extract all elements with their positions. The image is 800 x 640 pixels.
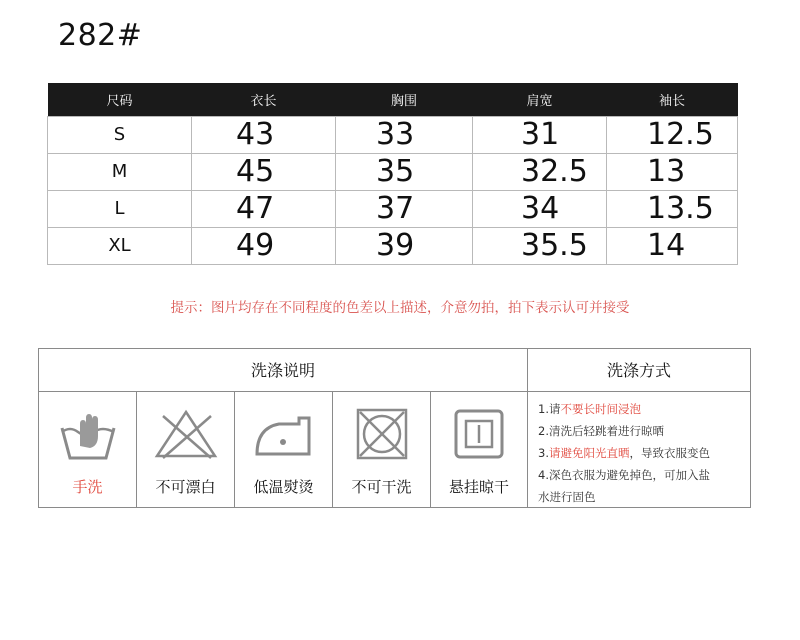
length-cell: 49 xyxy=(192,228,336,265)
instruction-text: ，导致衣服变色 xyxy=(629,446,710,460)
wash-method-item xyxy=(538,398,750,420)
sleeve-cell: 14 xyxy=(607,228,738,265)
wash-method-item xyxy=(538,420,750,442)
header-bust: 胸围 xyxy=(336,83,473,117)
instruction-text: 4.深色衣服为避免掉色，可加入盐 xyxy=(538,468,710,482)
instruction-highlight: 不要长时间浸泡 xyxy=(560,402,641,416)
instruction-text: 3. xyxy=(538,446,549,460)
bust-cell: 37 xyxy=(336,191,473,228)
bust-cell: 35 xyxy=(336,154,473,191)
sleeve-cell: 13 xyxy=(607,154,738,191)
wash-method-title: 洗涤方式 xyxy=(528,349,750,392)
instruction-text: 水进行固色 xyxy=(538,490,596,504)
table-row xyxy=(48,191,738,228)
shoulder-cell: 34 xyxy=(473,191,607,228)
instruction-highlight: 请避免阳光直晒 xyxy=(548,446,630,460)
no-bleach-icon xyxy=(151,406,221,462)
hand-wash-label: 手洗 xyxy=(72,478,103,496)
care-symbol-no-dry-clean xyxy=(333,392,431,508)
instruction-text: 1.请 xyxy=(538,402,561,416)
wash-method-list xyxy=(530,392,750,508)
product-code: 282# xyxy=(58,18,143,53)
table-row xyxy=(48,228,738,265)
wash-method-item xyxy=(538,464,750,486)
care-symbol-no-bleach xyxy=(137,392,235,508)
length-cell: 43 xyxy=(192,117,336,154)
care-symbol-iron-low xyxy=(235,392,333,508)
hand-wash-icon xyxy=(56,406,120,468)
color-disclaimer: 提示：图片均存在不同程度的色差以上描述，介意勿拍，拍下表示认可并接受 xyxy=(170,300,630,316)
care-symbol-hand-wash xyxy=(39,392,137,508)
bust-cell: 39 xyxy=(336,228,473,265)
header-size: 尺码 xyxy=(48,83,192,117)
no-dry-clean-label: 不可干洗 xyxy=(351,478,412,496)
care-instructions-panel xyxy=(38,348,751,508)
size-cell: S xyxy=(48,117,192,154)
wash-method-item xyxy=(538,486,750,508)
iron-low-label: 低温熨烫 xyxy=(253,478,314,496)
sleeve-cell: 12.5 xyxy=(607,117,738,154)
size-chart-header-row xyxy=(48,83,738,117)
care-symbols-title: 洗涤说明 xyxy=(39,349,528,392)
no-bleach-label: 不可漂白 xyxy=(155,478,216,496)
table-row xyxy=(48,117,738,154)
care-symbol-line-dry xyxy=(431,392,528,508)
line-dry-label: 悬挂晾干 xyxy=(448,478,509,496)
header-sleeve: 袖长 xyxy=(607,83,738,117)
size-cell: M xyxy=(48,154,192,191)
iron-low-icon xyxy=(249,406,319,462)
shoulder-cell: 31 xyxy=(473,117,607,154)
size-chart-table xyxy=(47,83,738,265)
header-shoulder: 肩宽 xyxy=(473,83,607,117)
length-cell: 47 xyxy=(192,191,336,228)
shoulder-cell: 32.5 xyxy=(473,154,607,191)
table-row xyxy=(48,154,738,191)
size-cell: L xyxy=(48,191,192,228)
instruction-text: 2.清洗后轻跳着进行晾晒 xyxy=(538,424,664,438)
length-cell: 45 xyxy=(192,154,336,191)
wash-method-item xyxy=(538,442,750,464)
bust-cell: 33 xyxy=(336,117,473,154)
no-dry-clean-icon xyxy=(354,406,410,462)
sleeve-cell: 13.5 xyxy=(607,191,738,228)
header-length: 衣长 xyxy=(192,83,336,117)
size-cell: XL xyxy=(48,228,192,265)
shoulder-cell: 35.5 xyxy=(473,228,607,265)
line-dry-icon xyxy=(451,406,507,462)
